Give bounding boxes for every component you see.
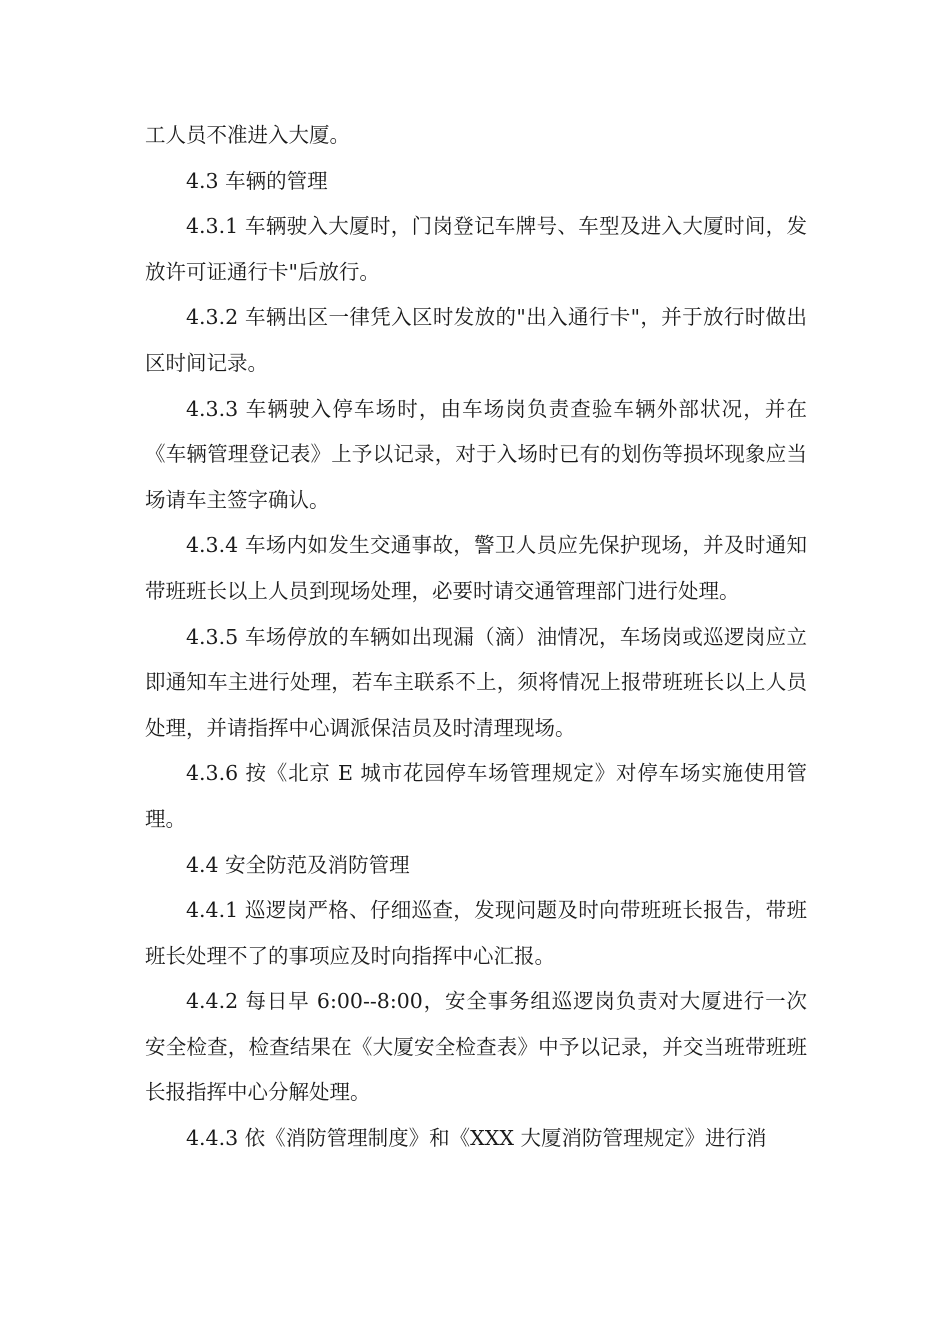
section-heading-4-4: 4.4 安全防范及消防管理	[186, 852, 410, 877]
section-heading-4-3: 4.3 车辆的管理	[186, 168, 328, 193]
paragraph-4-3-1: 4.3.1 车辆驶入大厦时，门岗登记车牌号、车型及进入大厦时间，发放许可证通行卡"后放行。	[145, 214, 807, 284]
paragraph-4-3-2: 4.3.2 车辆出区一律凭入区时发放的"出入通行卡"，并于放行时做出区时间记录。	[145, 305, 807, 375]
paragraph-0: 工人员不准进入大厦。	[145, 123, 350, 147]
paragraph-4-3-3: 4.3.3 车辆驶入停车场时，由车场岗负责查验车辆外部状况，并在《车辆管理登记表》上予以记录，对于入场时已有的划伤等损坏现象应当场请车主签字确认。	[145, 396, 807, 512]
paragraph-4-3-6: 4.3.6 按《北京 E 城市花园停车场管理规定》对停车场实施使用管理。	[145, 761, 807, 831]
paragraph-4-4-3: 4.4.3 依《消防管理制度》和《XXX 大厦消防管理规定》进行消	[186, 1126, 767, 1151]
document-body	[145, 113, 807, 1162]
paragraph-4-4-1: 4.4.1 巡逻岗严格、仔细巡查，发现问题及时向带班班长报告，带班班长处理不了的事项应及时向指挥中心汇报。	[145, 898, 807, 968]
paragraph-4-3-4: 4.3.4 车场内如发生交通事故，警卫人员应先保护现场，并及时通知带班班长以上人员到现场处理，必要时请交通管理部门进行处理。	[145, 533, 807, 603]
paragraph-4-3-5: 4.3.5 车场停放的车辆如出现漏（滴）油情况，车场岗或巡逻岗应立即通知车主进行处理，若车主联系不上，须将情况上报带班班长以上人员处理，并请指挥中心调派保洁员及时清理现场。	[145, 624, 807, 740]
paragraph-4-4-2: 4.4.2 每日早 6:00--8:00，安全事务组巡逻岗负责对大厦进行一次安全检查，检查结果在《大厦安全检查表》中予以记录，并交当班带班班长报指挥中心分解处理。	[145, 989, 807, 1105]
